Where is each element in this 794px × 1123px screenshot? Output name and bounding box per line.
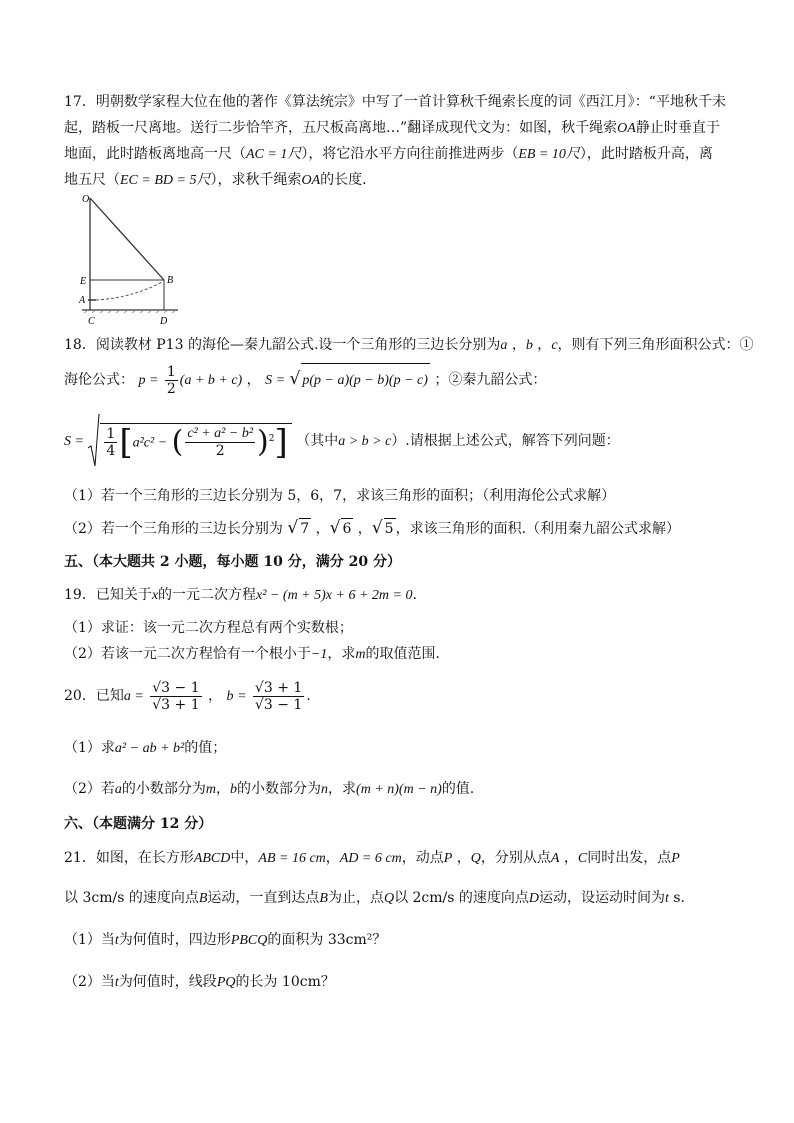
q21-part2: （2）当t为何值时，线段PQ的长为 10cm？ xyxy=(64,974,335,990)
q17-line4: 地五尺（EC = BD = 5尺），求秋千绳索OA的长度. xyxy=(64,172,367,188)
q21-part1: （1）当t为何值时，四边形PBCQ的面积为 33cm²？ xyxy=(64,932,387,948)
q18-line1: 18．阅读教材 P13 的海伦—秦九韶公式.设一个三角形的三边长分别为a ，b ，c，则有下列三角形面积公式：① xyxy=(64,337,754,353)
rope-pushed xyxy=(90,198,164,280)
quarter-fraction: $\frac{1}{4}$ xyxy=(106,426,116,459)
section-6-heading: 六、（本题满分 12 分） xyxy=(64,816,213,832)
q17-line3: 地面，此时踏板离地高一尺（AC = 1尺），将它沿水平方向往前推进两步（EB = 10尺），此时踏板升高，离 xyxy=(64,146,713,162)
a-fraction: $\frac{√3 - 1}{√3 + 1}$ xyxy=(152,679,200,713)
q18-qin-formula: S = $\frac{1}{4}$ [a²c² − ( $\frac{\text{c² + a² − b²}}{2}$ )$^2$] （其中a > b > c）.请根据上述公式，解答下列问题： xyxy=(64,414,620,468)
q17-line2: 起，踏板一尺离地。送行二步恰竿齐，五尺板高离地…”翻译成现代文为：如图，秋千绳索OA静止时垂直于 xyxy=(64,120,720,136)
label-d: D xyxy=(160,316,168,327)
b-fraction: $\frac{√3 + 1}{√3 - 1}$ xyxy=(254,679,303,713)
big-sqrt: $\frac{1}{4}$ [a²c² − ( $\frac{\text{c² + a² − b²}}{2}$ )$^2$] xyxy=(88,414,291,468)
swing-figure xyxy=(72,190,182,330)
section-5-heading: 五、（本大题共 2 小题，每小题 10 分，满分 20 分） xyxy=(64,554,401,570)
q17-line1: 17．明朝数学家程大位在他的著作《算法统宗》中写了一首计算秋千绳索长度的词《西江月》：“平地秋千未 xyxy=(64,94,726,110)
sqrt-symbol: √ xyxy=(289,369,301,389)
q21-line2: 以 3cm/s 的速度向点B运动，一直到达点B为止，点Q以 2cm/s 的速度向点D运动，设运动时间为t s. xyxy=(64,890,686,906)
q18-part1: （1）若一个三角形的三边长分别为 5，6，7，求该三角形的面积；（利用海伦公式求解） xyxy=(64,488,616,504)
q20-given: 20．已知a = $\frac{√3 - 1}{√3 + 1}$ ， b = $\frac{√3 + 1}{√3 - 1}$ . xyxy=(64,679,311,713)
label-e: E xyxy=(80,276,87,287)
q20-part1: （1）求a² − ab + b²的值； xyxy=(64,740,227,756)
q20-part2: （2）若a的小数部分为m，b的小数部分为n，求(m + n)(m − n)的值. xyxy=(64,781,475,797)
q19-part2: （2）若该一元二次方程恰有一个根小于−1，求m的取值范围. xyxy=(64,646,440,662)
q21-line1: 21．如图，在长方形ABCD中，AB = 16 cm，AD = 6 cm，动点P ，Q，分别从点A ，C同时出发，点P xyxy=(64,850,680,866)
label-a: A xyxy=(79,295,86,306)
q18-line2: 海伦公式： p = $\frac{1}{2}$ (a + b + c) ， S = √ p(p − a)(p − b)(p − c) ；②秦九韶公式： xyxy=(64,363,547,397)
label-c: C xyxy=(88,316,95,327)
big-radical xyxy=(88,414,100,468)
swing-arc xyxy=(96,282,162,300)
q19-part1: （1）求证：该一元二次方程总有两个实数根； xyxy=(64,620,353,636)
label-b: B xyxy=(167,275,174,286)
half-fraction: $\frac{1}{2}$ xyxy=(166,363,176,397)
label-o: O xyxy=(82,194,90,205)
q18-part2: （2）若一个三角形的三边长分别为 √ 7 ，√ 6 ，√ 5 ，求该三角形的面积.（利用秦九韶公式求解） xyxy=(64,518,681,538)
qin-inner-fraction: $\frac{\text{c² + a² − b²}}{2}$ xyxy=(187,426,254,459)
q19-line1: 19．已知关于x的一元二次方程x² − (m + 5)x + 6 + 2m = 0. xyxy=(64,587,417,603)
